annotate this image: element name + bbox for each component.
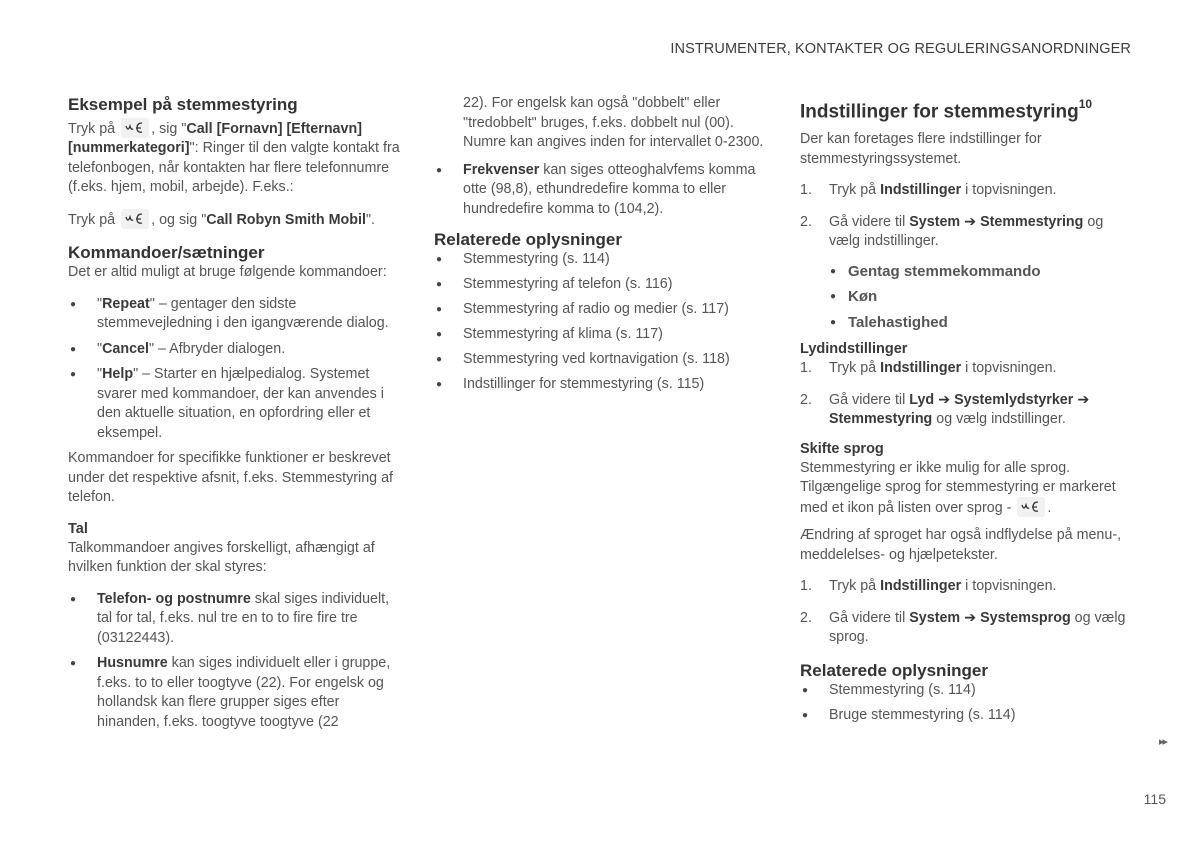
related-list bbox=[434, 250, 768, 395]
arrow-right-icon: ➔ bbox=[1077, 391, 1090, 408]
list-item: ● "Help" – Starter en hjælpedialog. Systemet svarer med kommandoer, der kan anvendes i den aktuelle situation, en opfordring eller et eksempel. bbox=[68, 365, 402, 443]
related-link[interactable]: ● Stemmestyring ved kortnavigation (s. 118) bbox=[434, 350, 768, 370]
related-link[interactable]: ● Stemmestyring (s. 114) bbox=[434, 250, 768, 270]
column-2 bbox=[434, 94, 768, 405]
frekvens-list bbox=[434, 161, 768, 220]
paragraph-intro: Der kan foretages flere indstillinger for stemmestyringssystemet. bbox=[800, 131, 1042, 167]
page-header: INSTRUMENTER, KONTAKTER OG REGULERINGSANORDNINGER bbox=[670, 41, 1131, 57]
voice-control-icon bbox=[121, 118, 149, 138]
steps-list bbox=[800, 181, 1135, 252]
paragraph-specific-commands: Kommandoer for specifikke funktioner er beskrevet under det respektive afsnit, f.eks. Stemmestyring af telefon. bbox=[68, 450, 394, 506]
heading-tal: Tal bbox=[68, 520, 88, 537]
paragraph-tal-intro: Talkommandoer angives forskelligt, afhængigt af hvilken funktion der skal styres: bbox=[68, 539, 375, 576]
list-item: ● "Repeat" – gentager den sidste stemmevejledning i den igangværende dialog. bbox=[68, 295, 402, 334]
related-list-2 bbox=[800, 681, 1135, 726]
related-link[interactable]: ● Bruge stemmestyring (s. 114) bbox=[800, 706, 1135, 726]
sprog-steps bbox=[800, 577, 1135, 648]
next-page-marker-icon: ▸▸ bbox=[1158, 736, 1166, 748]
column-3 bbox=[800, 94, 1135, 735]
heading-sprog: Skifte sprog bbox=[800, 440, 884, 457]
heading-kommandoer: Kommandoer/sætninger bbox=[68, 243, 265, 263]
heading-relaterede-2: Relaterede oplysninger bbox=[800, 660, 989, 680]
options-list bbox=[800, 262, 1135, 333]
option-item: ● Talehastighed bbox=[828, 313, 1135, 333]
related-link[interactable]: ● Stemmestyring af klima (s. 117) bbox=[434, 325, 768, 345]
step-item: 2. Gå videre til System ➔ Stemmestyring og vælg indstillinger. bbox=[800, 213, 1104, 250]
lyd-steps bbox=[800, 359, 1135, 430]
voice-control-icon bbox=[1017, 497, 1045, 517]
related-link[interactable]: ● Stemmestyring af telefon (s. 116) bbox=[434, 275, 768, 295]
arrow-right-icon: ➔ bbox=[964, 609, 977, 626]
column-1 bbox=[68, 94, 402, 742]
related-link[interactable]: ● Indstillinger for stemmestyring (s. 115) bbox=[434, 375, 768, 395]
arrow-right-icon: ➔ bbox=[938, 391, 951, 408]
step-item: 2. Gå videre til System ➔ Systemsprog og vælg sprog. bbox=[800, 609, 1126, 646]
list-item: ● Telefon- og postnumre skal siges individuelt, tal for tal, f.eks. nul tre en to to fire fire tre (03122443). bbox=[68, 590, 402, 649]
option-item: ● Køn bbox=[828, 287, 1135, 307]
related-link[interactable]: ● Stemmestyring af radio og medier (s. 117) bbox=[434, 300, 768, 320]
heading-lyd: Lydindstillinger bbox=[800, 341, 908, 358]
arrow-right-icon: ➔ bbox=[964, 213, 977, 230]
command-call-name: Call [Fornavn] [Efternavn] [nummerkategori] bbox=[68, 120, 362, 157]
list-item: ● "Cancel" – Afbryder dialogen. bbox=[68, 340, 402, 360]
step-item: 1. Tryk på Indstillinger i topvisningen. bbox=[800, 182, 1057, 199]
list-item: ● Frekvenser kan siges otteoghalvfems komma otte (98,8), ethundredefire komma to eller hundredefire komma to (104,2). bbox=[434, 161, 768, 220]
paragraph-call-robyn: Tryk på , og sig "Call Robyn Smith Mobil". bbox=[68, 210, 402, 230]
paragraph-call-example: Tryk på , sig "Call [Fornavn] [Efternavn] [nummerkategori]": Ringer til den valgte kontakt fra telefonbogen, når kontakten har flere telefonnumre (f.eks. hjem, mobil, arbejde). F.eks.: bbox=[68, 119, 402, 198]
option-item: ● Gentag stemmekommando bbox=[828, 262, 1135, 282]
heading-indstillinger: Indstillinger for stemmestyring$^{10}$ bbox=[800, 97, 1093, 123]
page-number: 115 bbox=[1143, 791, 1166, 807]
tal-list bbox=[68, 590, 402, 733]
paragraph-commands-intro: Det er altid muligt at bruge følgende kommandoer: bbox=[68, 264, 387, 281]
step-item: 2. Gå videre til Lyd ➔ Systemlydstyrker ➔ Stemmestyring og vælg indstillinger. bbox=[800, 391, 1090, 428]
step-item: 1. Tryk på Indstillinger i topvisningen. bbox=[800, 578, 1057, 595]
paragraph-sprog-effect: Ændring af sproget har også indflydelse på menu-, meddelelses- og hjælpetekster. bbox=[800, 527, 1122, 563]
list-item: ● Husnumre kan siges individuelt eller i gruppe, f.eks. to to eller toogtyve (22). For engelsk og hollandsk kan flere grupper siges efter hinanden, f.eks. toogtyve toogtyve (22 bbox=[68, 654, 402, 732]
command-list bbox=[68, 295, 402, 444]
step-item: 1. Tryk på Indstillinger i topvisningen. bbox=[800, 360, 1057, 377]
related-link[interactable]: ● Stemmestyring (s. 114) bbox=[800, 681, 1135, 701]
heading-relaterede: Relaterede oplysninger bbox=[434, 230, 623, 249]
paragraph-sprog: Stemmestyring er ikke mulig for alle sprog. Tilgængelige sprog for stemmestyring er markeret med et ikon på listen over sprog - . bbox=[800, 459, 1116, 516]
command-call-robyn: Call Robyn Smith Mobil bbox=[206, 211, 366, 228]
voice-control-icon bbox=[121, 209, 149, 229]
paragraph-continuation: 22). For engelsk kan også "dobbelt" eller "tredobbelt" bruges, f.eks. dobbelt nul (00). Numre kan angives inden for intervallet 0-2300. bbox=[463, 95, 764, 150]
heading-eksempel: Eksempel på stemmestyring bbox=[68, 95, 298, 114]
